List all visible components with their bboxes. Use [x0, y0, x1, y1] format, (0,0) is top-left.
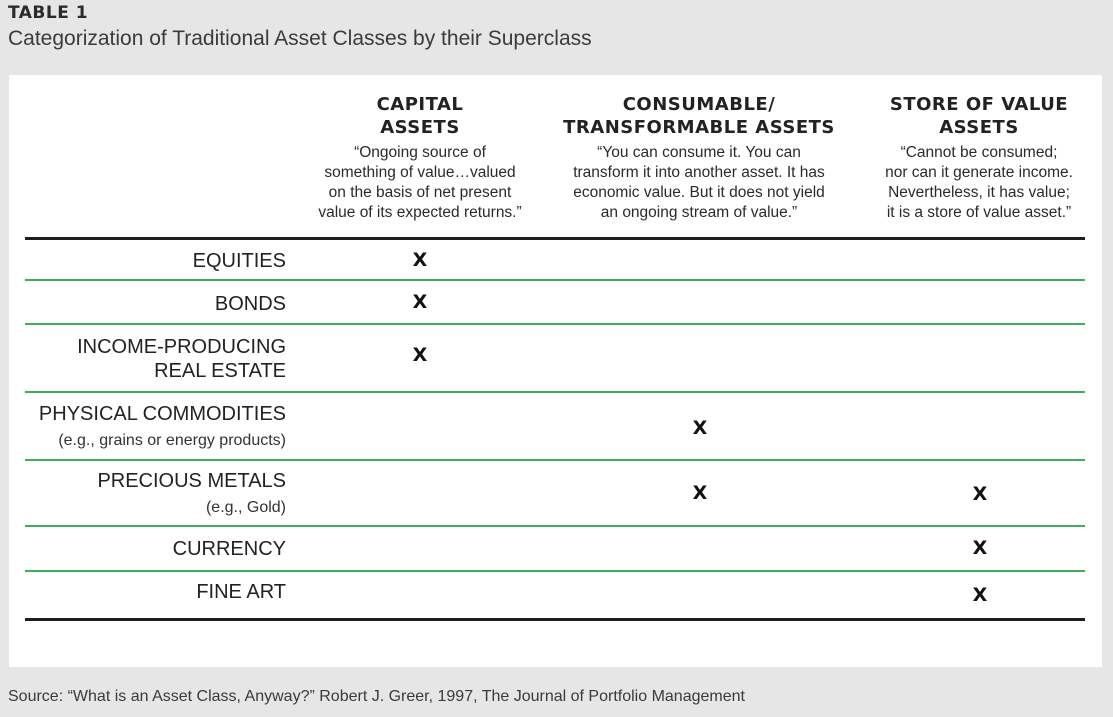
- quote-line: “Ongoing source of: [354, 144, 486, 161]
- quote-line: “You can consume it. You can: [597, 144, 801, 161]
- table-label: TABLE 1: [8, 3, 89, 23]
- table-panel: [9, 75, 1102, 667]
- table-title: Categorization of Traditional Asset Classes by their Superclass: [8, 27, 592, 50]
- quote-line: nor can it generate income.: [885, 164, 1073, 181]
- check-mark: X: [972, 483, 988, 505]
- row-label-equities: [193, 249, 286, 273]
- quote-line: value of its expected returns.”: [318, 204, 522, 221]
- source-note: Source: “What is an Asset Class, Anyway?” Robert J. Greer, 1997, The Journal of Portfolio Management: [8, 688, 745, 705]
- row-label-bonds: [215, 292, 286, 316]
- row-divider: [25, 391, 1085, 393]
- row-divider: [25, 570, 1085, 572]
- column-header-capital-assets: [295, 93, 545, 223]
- column-heading-line2: TRANSFORMABLE ASSETS: [563, 117, 835, 138]
- check-mark: X: [412, 249, 428, 271]
- row-label-text-line2: REAL ESTATE: [154, 360, 286, 382]
- row-divider: [25, 525, 1085, 527]
- row-label-text: PHYSICAL COMMODITIES: [38, 403, 286, 425]
- quote-line: “Cannot be consumed;: [900, 144, 1058, 161]
- column-header-consumable-assets: [549, 93, 849, 223]
- row-label-subtext: (e.g., Gold): [205, 499, 286, 516]
- check-mark: X: [972, 537, 988, 559]
- check-mark: X: [412, 291, 428, 313]
- column-heading-line1: CAPITAL: [376, 94, 464, 115]
- quote-line: something of value…valued: [324, 164, 516, 181]
- row-label-income-producing-real-estate: [77, 335, 286, 383]
- row-label-text: INCOME-PRODUCING: [77, 336, 286, 358]
- quote-line: economic value. But it does not yield: [573, 184, 825, 201]
- check-mark: X: [412, 344, 428, 366]
- check-mark: X: [972, 584, 988, 606]
- row-label-text: FINE ART: [196, 581, 286, 603]
- column-heading-line1: STORE OF VALUE: [889, 94, 1069, 115]
- row-label-currency: [173, 537, 286, 561]
- column-header-store-of-value-assets: [855, 93, 1103, 223]
- column-quote: [295, 143, 545, 223]
- check-mark: X: [692, 482, 708, 504]
- quote-line: an ongoing stream of value.”: [600, 204, 798, 221]
- footer-rule: [25, 618, 1085, 621]
- row-divider: [25, 459, 1085, 461]
- column-heading-line2: ASSETS: [380, 117, 460, 138]
- row-label-text: CURRENCY: [172, 538, 286, 560]
- quote-line: on the basis of net present: [328, 184, 512, 201]
- row-label-precious-metals: [97, 469, 286, 519]
- header-rule: [25, 237, 1085, 240]
- row-label-fine-art: [196, 580, 286, 604]
- quote-line: Nevertheless, it has value;: [888, 184, 1070, 201]
- column-quote: [549, 143, 849, 223]
- row-label-text: EQUITIES: [192, 250, 286, 272]
- column-heading-line1: CONSUMABLE/: [622, 94, 776, 115]
- row-divider: [25, 279, 1085, 281]
- column-heading-line2: ASSETS: [939, 117, 1019, 138]
- row-divider: [25, 323, 1085, 325]
- row-label-subtext: (e.g., grains or energy products): [58, 432, 286, 449]
- column-quote: [855, 143, 1103, 223]
- row-label-text: PRECIOUS METALS: [97, 470, 286, 492]
- row-label-text: BONDS: [214, 293, 286, 315]
- row-label-physical-commodities: [39, 402, 286, 452]
- quote-line: it is a store of value asset.”: [886, 204, 1072, 221]
- check-mark: X: [692, 417, 708, 439]
- quote-line: transform it into another asset. It has: [573, 164, 825, 181]
